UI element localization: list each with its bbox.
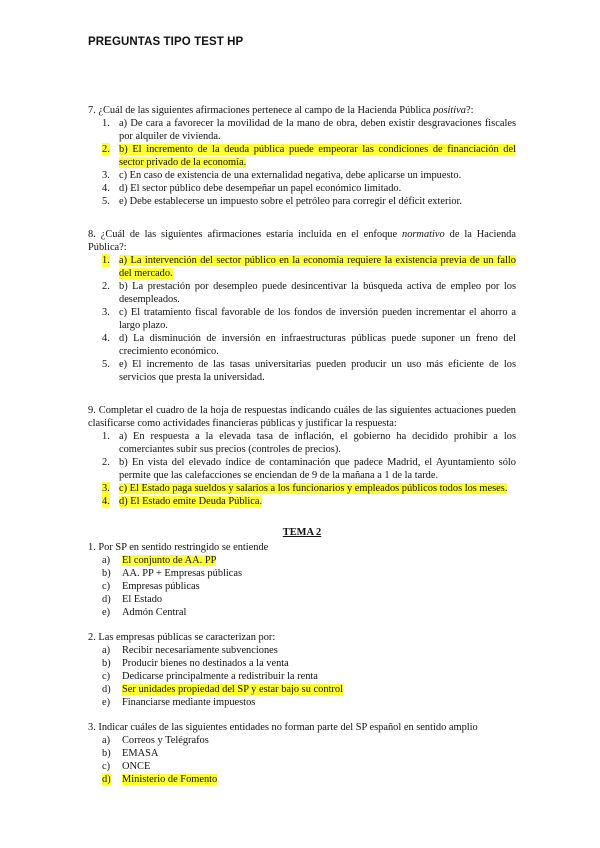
list-item: 4. d) El sector público debe desempeñar un papel económico limitado. (102, 183, 402, 194)
list-item: c) Dedicarse principalmente a redistribuir la renta (102, 671, 318, 682)
question-8 (88, 228, 516, 384)
list-item: 4. d) La disminución de inversión en infraestructuras públicas puede suponer un freno del crecimiento económico. (102, 333, 516, 357)
list-item: 5. e) El incremento de las tasas universitarias pueden producir un uso más eficiente de los servicios que presta la universidad. (102, 359, 516, 383)
list-item: c) Empresas públicas (102, 581, 200, 592)
question-7 (88, 104, 516, 208)
list-item-highlighted: a) El conjunto de AA. PP (102, 555, 217, 566)
list-item: 5. e) Debe establecerse un impuesto sobre el petróleo para corregir el déficit exterior. (102, 196, 463, 207)
list-item-highlighted: 2. b) El incremento de la deuda pública puede empeorar las condiciones de financiación del sector privado de la economía. (102, 144, 516, 168)
list-item: 3. c) En caso de existencia de una externalidad negativa, debe aplicarse un impuesto. (102, 170, 462, 181)
list-item: 1. a) En respuesta a la elevada tasa de inflación, el gobierno ha decidido prohibir a los comerciantes subir sus precios (controles de precios). (102, 431, 516, 455)
question-text: 3. Indicar cuáles de las siguientes entidades no forman parte del SP español en sentido amplio (88, 722, 478, 733)
list-item: c) ONCE (102, 761, 151, 772)
list-item: a) Recibir necesariamente subvenciones (102, 645, 278, 656)
question-text: 8. ¿Cuál de las siguientes afirmaciones estaría incluida en el enfoque normativo de la Hacienda Pública?: (88, 229, 516, 253)
list-item: e) Financiarse mediante impuestos (102, 697, 256, 708)
list-item-highlighted: d) Ser unidades propiedad del SP y estar bajo su control (102, 684, 343, 695)
question-9 (88, 404, 516, 508)
list-item: b) Producir bienes no destinados a la venta (102, 658, 289, 669)
question-text: 2. Las empresas públicas se caracterizan por: (88, 632, 276, 643)
list-item-highlighted: 1. a) La intervención del sector público en la economía requiere la existencia previa de un fallo del mercado. (102, 255, 516, 279)
list-item: 3. c) El tratamiento fiscal favorable de los fondos de inversión pueden incrementar el ahorro a largo plazo. (102, 307, 516, 331)
question-text: 7. ¿Cuál de las siguientes afirmaciones pertenece al campo de la Hacienda Pública positiva?: (88, 105, 474, 116)
list-item-highlighted: 3. c) El Estado paga sueldos y salarios a los funcionarios y empleados públicos todos los meses. (102, 483, 508, 494)
question-text: 1. Por SP en sentido restringido se entiende (88, 542, 269, 553)
list-item: d) El Estado (102, 594, 163, 605)
list-item: 1. a) De cara a favorecer la movilidad de la mano de obra, deben existir desgravaciones fiscales por alquiler de vivienda. (102, 118, 516, 142)
list-item: 2. b) En vista del elevado índice de contaminación que padece Madrid, el Ayuntamiento sólo permite que las calefacciones se enciendan de 9 de la mañana a 1 de la tarde. (102, 457, 516, 481)
list-item: b) EMASA (102, 748, 159, 759)
tema2-question-2 (88, 631, 516, 709)
page-title: PREGUNTAS TIPO TEST HP (88, 36, 244, 48)
list-item-highlighted: 4. d) El Estado emite Deuda Pública. (102, 496, 263, 507)
list-item: e) Admón Central (102, 607, 187, 618)
tema2-question-3 (88, 721, 516, 786)
list-item: b) AA. PP + Empresas públicas (102, 568, 243, 579)
tema2-question-1 (88, 541, 516, 619)
document-body (88, 104, 516, 786)
question-text: 9. Completar el cuadro de la hoja de respuestas indicando cuáles de las siguientes actuaciones pueden clasificarse como actividades financieras públicas y justificar la respuesta: (88, 405, 516, 429)
list-item-highlighted: d) Ministerio de Fomento (102, 774, 218, 785)
list-item: 2. b) La prestación por desempleo puede desincentivar la búsqueda activa de empleo por los desempleados. (102, 281, 516, 305)
section-title: TEMA 2 (282, 527, 322, 538)
list-item: a) Correos y Telégrafos (102, 735, 209, 746)
